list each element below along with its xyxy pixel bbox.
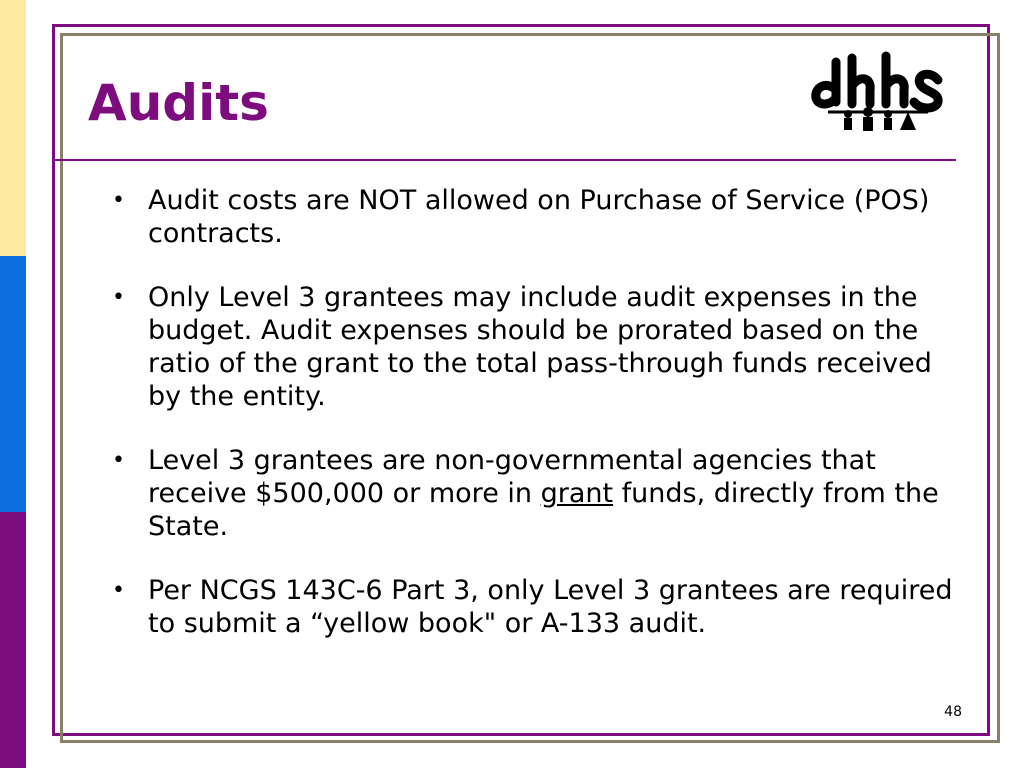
bullet-marker: • xyxy=(112,188,125,213)
bullet-text: Only Level 3 grantees may include audit expenses in the budget. Audit expenses should be prorated based on the ratio of the grant to the total pass-through funds received by the entity. xyxy=(148,282,932,412)
bullet-item xyxy=(110,184,970,250)
bullet-item xyxy=(110,574,970,640)
side-strip-blue xyxy=(0,256,26,512)
bullet-marker: • xyxy=(112,285,125,310)
bullet-item xyxy=(110,281,970,413)
slide-title: Audits xyxy=(88,74,269,132)
dhhs-logo xyxy=(808,40,948,132)
bullet-marker: • xyxy=(112,448,125,473)
bullet-marker: • xyxy=(112,578,125,603)
side-strip-purple xyxy=(0,512,26,768)
bullet-text-underlined: grant xyxy=(540,478,614,509)
side-strip-yellow xyxy=(0,0,26,256)
bullet-text-before: Level 3 grantees are non-governmental agencies that receive $500,000 or more in xyxy=(148,445,876,509)
bullet-item xyxy=(110,444,970,543)
bullet-text: Per NCGS 143C-6 Part 3, only Level 3 grantees are required to submit a “yellow book" or A-133 audit. xyxy=(148,575,953,639)
bullet-list xyxy=(110,184,970,671)
page-number: 48 xyxy=(944,704,962,720)
title-divider xyxy=(52,159,956,161)
bullet-text-after: funds, directly from the State. xyxy=(148,478,939,542)
bullet-text: Audit costs are NOT allowed on Purchase of Service (POS) contracts. xyxy=(148,185,930,249)
